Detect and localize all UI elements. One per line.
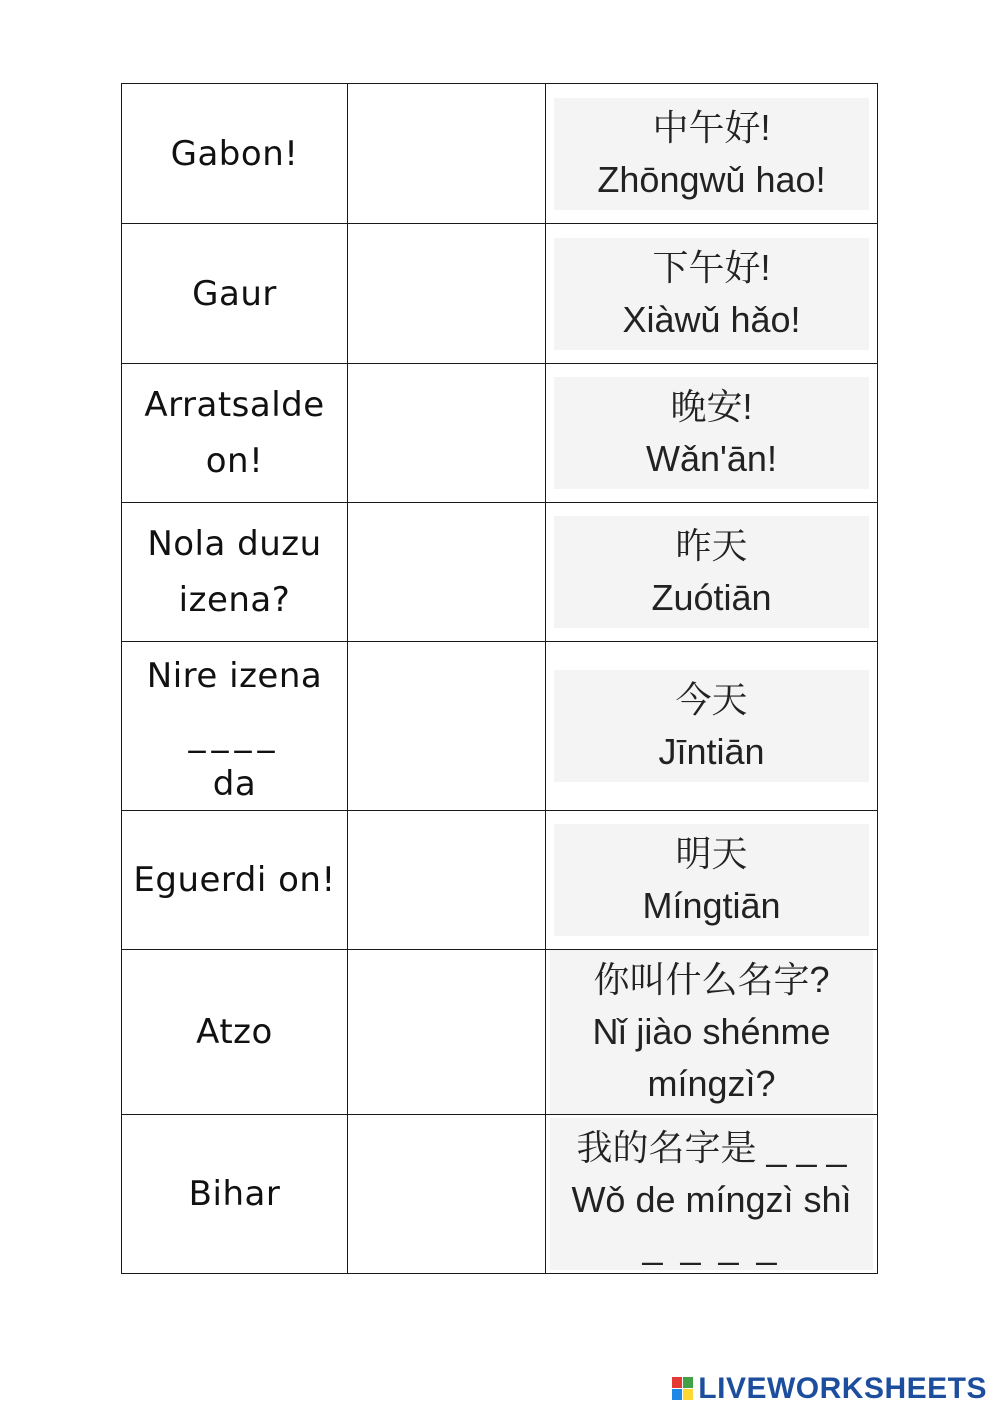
chinese-card[interactable] — [554, 377, 869, 489]
answer-drop-zone[interactable] — [348, 642, 546, 811]
chinese-cell — [546, 642, 878, 811]
brand-text: LIVEWORKSHEETS — [698, 1372, 987, 1405]
fill-blank: ____ — [188, 714, 281, 754]
chinese-card[interactable] — [554, 238, 869, 350]
table-row — [122, 811, 878, 950]
chinese-cell — [546, 84, 878, 224]
chinese-card[interactable] — [554, 824, 869, 936]
pinyin-text: Jīntiān — [658, 731, 765, 772]
hanzi-text: 中午好! — [652, 106, 771, 148]
basque-cell: Atzo — [122, 950, 348, 1115]
answer-drop-zone[interactable] — [348, 364, 546, 503]
answer-drop-zone[interactable] — [348, 811, 546, 950]
matching-table — [121, 83, 878, 1274]
answer-drop-zone[interactable] — [348, 503, 546, 642]
basque-cell: Arratsalde on! — [122, 364, 348, 503]
chinese-card[interactable] — [550, 950, 873, 1114]
chinese-card[interactable] — [554, 670, 869, 782]
table-row — [122, 84, 878, 224]
answer-drop-zone[interactable] — [348, 1115, 546, 1274]
pinyin-text: Wǒ de míngzì shì — [571, 1179, 852, 1220]
chinese-cell — [546, 364, 878, 503]
fill-blank: _ _ _ _ — [642, 1225, 781, 1266]
basque-cell: Eguerdi on! — [122, 811, 348, 950]
liveworksheets-logo-icon — [672, 1377, 694, 1401]
basque-cell — [122, 642, 348, 811]
chinese-cell — [546, 1115, 878, 1274]
hanzi-text: 明天 — [675, 833, 748, 874]
chinese-cell — [546, 811, 878, 950]
basque-text: Nire izena — [146, 656, 323, 696]
chinese-cell — [546, 503, 878, 642]
chinese-card[interactable] — [554, 516, 869, 628]
hanzi-text: 今天 — [675, 679, 748, 720]
basque-cell: Gaur — [122, 224, 348, 364]
table-row — [122, 642, 878, 811]
table-row — [122, 503, 878, 642]
hanzi-text: 晚安! — [670, 386, 753, 427]
chinese-card[interactable] — [554, 98, 869, 210]
pinyin-text: Xiàwǔ hǎo! — [622, 298, 801, 340]
answer-drop-zone[interactable] — [348, 224, 546, 364]
hanzi-text: 我的名字是 _ _ _ — [576, 1127, 847, 1168]
chinese-cell — [546, 224, 878, 364]
pinyin-text: Zhōngwǔ hao! — [597, 158, 826, 200]
basque-text-tail: da — [212, 764, 257, 804]
table-row — [122, 364, 878, 503]
table-row — [122, 224, 878, 364]
pinyin-text: Zuótiān — [651, 577, 772, 618]
hanzi-text: 下午好! — [652, 246, 771, 288]
pinyin-text: Wǎn'ān! — [646, 438, 777, 479]
basque-cell: Nola duzu izena? — [122, 503, 348, 642]
table-row — [122, 950, 878, 1115]
chinese-card[interactable] — [550, 1118, 873, 1270]
basque-cell: Gabon! — [122, 84, 348, 224]
hanzi-text: 你叫什么名字? — [593, 959, 830, 1000]
brand-logo[interactable] — [672, 1372, 987, 1406]
table-row — [122, 1115, 878, 1274]
hanzi-text: 昨天 — [675, 525, 748, 566]
chinese-cell — [546, 950, 878, 1115]
basque-cell: Bihar — [122, 1115, 348, 1274]
pinyin-text: Míngtiān — [642, 885, 781, 926]
answer-drop-zone[interactable] — [348, 84, 546, 224]
answer-drop-zone[interactable] — [348, 950, 546, 1115]
pinyin-text: Nǐ jiào shénme míngzì? — [592, 1011, 831, 1104]
